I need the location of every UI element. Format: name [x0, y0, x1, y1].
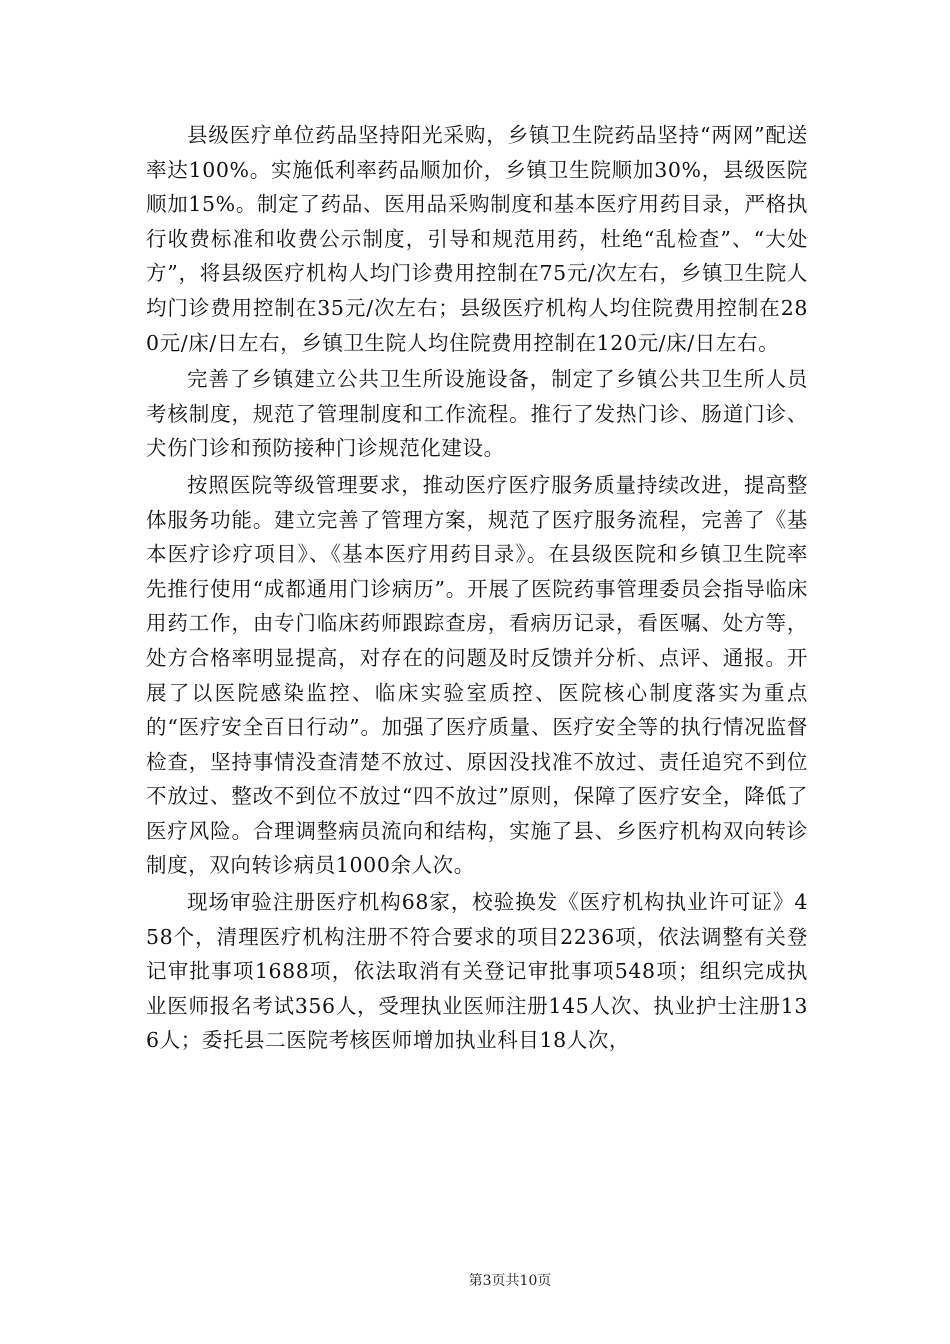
paragraph-drug-procurement: 县级医疗单位药品坚持阳光采购，乡镇卫生院药品坚持“两网”配送率达100%。实施低利率药品顺加价，乡镇卫生院顺加30%，县级医院顺加15%。制定了药品、医用品采购制度和基本医疗用药目录，严格执行收费标准和收费公示制度，引导和规范用药，杜绝“乱检查”、“大处方”，将县级医疗机构人均门诊费用控制在75元/次左右，乡镇卫生院人均门诊费用控制在35元/次左右；县级医疗机构人均住院费用控制在280元/床/日左右，乡镇卫生院人均住院费用控制在120元/床/日左右。	[146, 123, 808, 355]
page-number: 第3页共10页	[468, 1273, 552, 1289]
paragraph-hospital-quality-management: 按照医院等级管理要求，推动医疗医疗服务质量持续改进，提高整体服务功能。建立完善了管理方案，规范了医疗服务流程，完善了《基本医疗诊疗项目》、《基本医疗用药目录》。在县级医院和乡镇卫生院率先推行使用“成都通用门诊病历”。开展了医院药事管理委员会指导临床用药工作，由专门临床药师跟踪查房，看病历记录，看医嘱、处方等，处方合格率明显提高，对存在的问题及时反馈并分析、点评、通报。开展了以医院感染监控、临床实验室质控、医院核心制度落实为重点的“医疗安全百日行动”。加强了医疗质量、医疗安全等的执行情况监督检查，坚持事情没查清楚不放过、原因没找准不放过、责任追究不到位不放过、整改不到位不放过“四不放过”原则，保障了医疗安全，降低了医疗风险。合理调整病员流向和结构，实施了县、乡医疗机构双向转诊制度，双向转诊病员1000余人次。	[146, 472, 808, 878]
paragraph-institution-registration: 现场审验注册医疗机构68家，校验换发《医疗机构执业许可证》458个，清理医疗机构注册不符合要求的项目2236项，依法调整有关登记审批事项1688项，依法取消有关登记审批事项548项；组织完成执业医师报名考试356人，受理执业医师注册145人次、执业护士注册136人；委托县二医院考核医师增加执业科目18人次，	[146, 890, 808, 1053]
page-footer	[0, 1270, 950, 1290]
document-body	[146, 118, 808, 1060]
paragraph-public-health-facilities: 完善了乡镇建立公共卫生所设施设备，制定了乡镇公共卫生所人员考核制度，规范了管理制度和工作流程。推行了发热门诊、肠道门诊、犬伤门诊和预防接种门诊规范化建设。	[146, 367, 808, 461]
